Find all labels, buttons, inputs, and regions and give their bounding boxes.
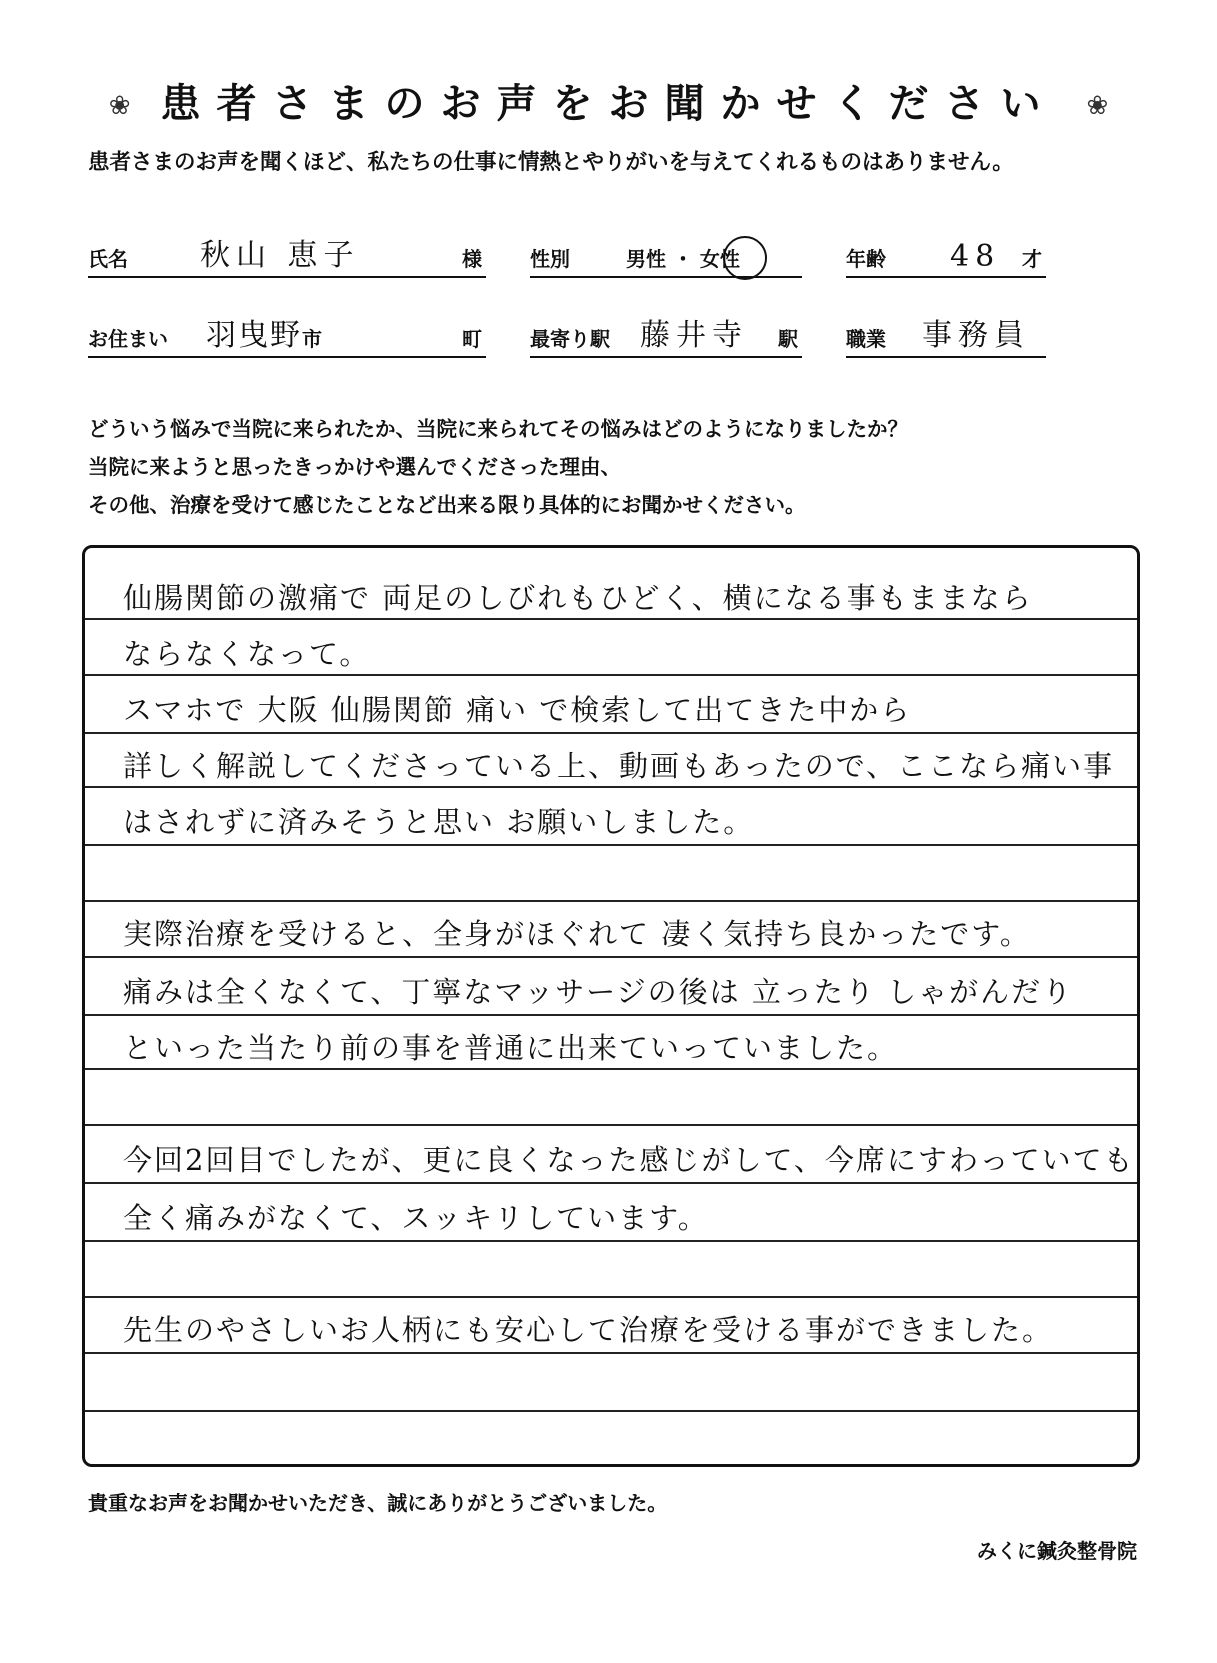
job-label: 職業 xyxy=(846,327,886,351)
name-value: 秋山 恵子 xyxy=(200,238,360,273)
name-suffix: 様 xyxy=(462,247,482,271)
answer-line: スマホで 大阪 仙腸関節 痛い で検索して出てきた中から xyxy=(123,693,912,727)
station-suffix: 駅 xyxy=(778,327,798,351)
info-row-2 xyxy=(88,312,1128,358)
gender-label: 性別 xyxy=(530,247,570,271)
answer-line: といった当たり前の事を普通に出来ていっていました。 xyxy=(123,1031,899,1065)
answer-line: 痛みは全くなくて、丁寧なマッサージの後は 立ったり しゃがんだり xyxy=(123,975,1074,1009)
answer-line: 全く痛みがなくて、スッキリしています。 xyxy=(123,1201,709,1235)
ruled-line xyxy=(85,786,1137,788)
ruled-line xyxy=(85,674,1137,676)
answer-line: 詳しく解説してくださっている上、動画もあったので、ここなら痛い事 xyxy=(123,749,1115,783)
flower-ornament-icon: ❀ xyxy=(1086,91,1109,121)
question-line-2: 当院に来ようと思ったきっかけや選んでくださった理由、 xyxy=(88,455,621,479)
answer-line: はされずに済みそうと思い お願いしました。 xyxy=(123,805,755,839)
age-field[interactable] xyxy=(846,230,1046,278)
ruled-line xyxy=(85,1240,1137,1242)
age-value: 48 xyxy=(950,239,1001,274)
station-field[interactable] xyxy=(530,310,802,358)
flower-ornament-icon: ❀ xyxy=(108,91,131,121)
ruled-line xyxy=(85,1014,1137,1016)
subtitle: 患者さまのお声を聞くほど、私たちの仕事に情熱とやりがいを与えてくれるものはありません。 xyxy=(88,150,1014,175)
ruled-line xyxy=(85,956,1137,958)
address-field[interactable] xyxy=(88,310,486,358)
ruled-line xyxy=(85,1296,1137,1298)
age-suffix: 才 xyxy=(1022,247,1042,271)
form-title xyxy=(0,72,1217,129)
station-label: 最寄り駅 xyxy=(530,327,610,351)
thanks-text: 貴重なお声をお聞かせいただき、誠にありがとうございました。 xyxy=(88,1491,668,1515)
ruled-line xyxy=(85,1352,1137,1354)
ruled-line xyxy=(85,1124,1137,1126)
answer-line: ならなくなって。 xyxy=(123,637,371,671)
job-field[interactable] xyxy=(846,310,1046,358)
ruled-line xyxy=(85,1068,1137,1070)
ruled-line xyxy=(85,1182,1137,1184)
ruled-line xyxy=(85,618,1137,620)
name-label: 氏名 xyxy=(88,247,128,271)
answer-line: 今回2回目でしたが、更に良くなった感じがして、今席にすわっていても xyxy=(123,1143,1135,1177)
address-city-suffix: 市 xyxy=(302,327,322,351)
age-label: 年齢 xyxy=(846,247,886,271)
answer-line: 先生のやさしいお人柄にも安心して治療を受ける事ができました。 xyxy=(123,1313,1054,1347)
address-city: 羽曳野 xyxy=(206,318,302,353)
answer-box[interactable] xyxy=(82,545,1140,1467)
ruled-line xyxy=(85,1410,1137,1412)
gender-options: 男性 ・ 女性 xyxy=(626,247,740,271)
question-line-3: その他、治療を受けて感じたことなど出来る限り具体的にお聞かせください。 xyxy=(88,493,806,517)
ruled-line xyxy=(85,844,1137,846)
gender-field[interactable] xyxy=(530,230,802,278)
clinic-name: みくに鍼灸整骨院 xyxy=(977,1539,1137,1563)
info-row-1 xyxy=(88,232,1128,278)
answer-line: 仙腸関節の激痛で 両足のしびれもひどく、横になる事もままなら xyxy=(123,581,1033,615)
answer-line: 実際治療を受けると、全身がほぐれて 凄く気持ち良かったです。 xyxy=(123,917,1031,951)
ruled-line xyxy=(85,900,1137,902)
question-line-1: どういう悩みで当院に来られたか、当院に来られてその悩みはどのようになりましたか？ xyxy=(88,417,908,441)
gender-selected-circle xyxy=(723,236,767,280)
address-label: お住まい xyxy=(88,327,168,351)
ruled-line xyxy=(85,732,1137,734)
job-value: 事務員 xyxy=(922,318,1030,353)
name-field[interactable] xyxy=(88,230,486,278)
question-text xyxy=(88,410,1148,524)
title-text: 患者さまのお声をお聞かせください xyxy=(160,81,1057,127)
station-value: 藤井寺 xyxy=(640,318,748,353)
address-town-suffix: 町 xyxy=(462,327,482,351)
